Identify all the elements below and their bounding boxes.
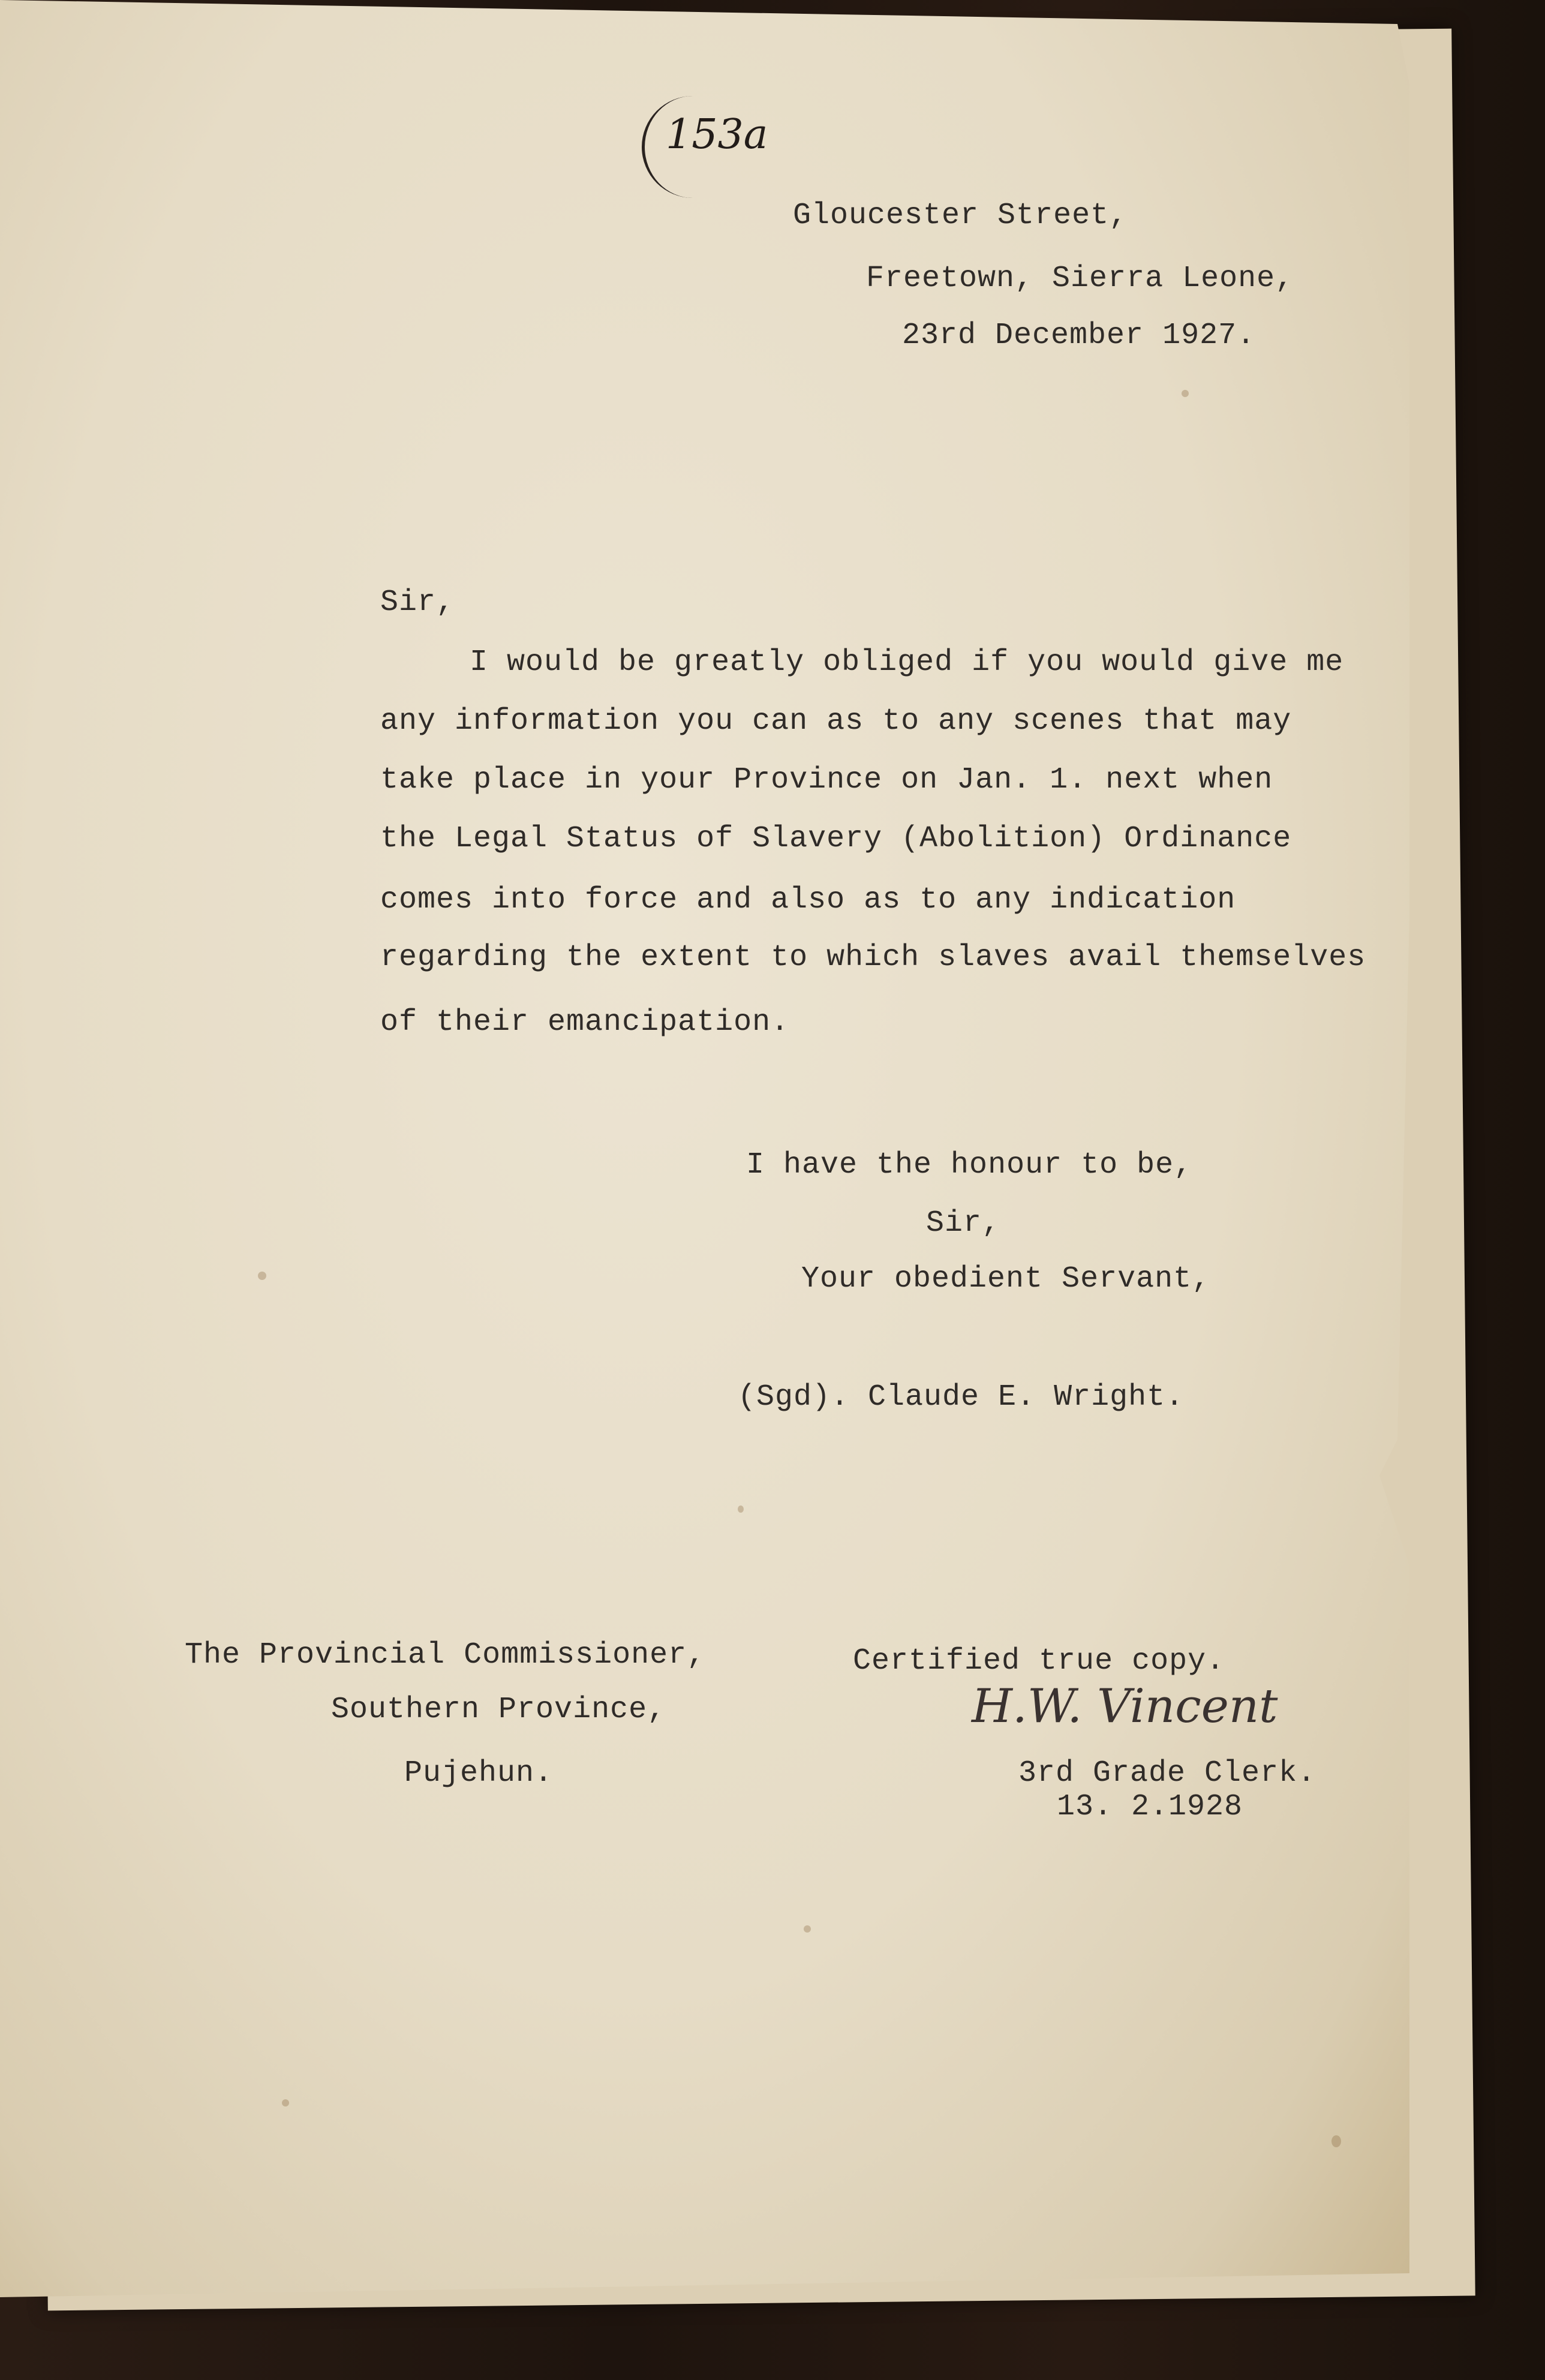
paper-stain [738, 1505, 744, 1513]
closing-servant: Your obedient Servant, [801, 1262, 1211, 1296]
certification-date: 13. 2.1928 [1057, 1790, 1243, 1824]
body-line: the Legal Status of Slavery (Abolition) Ordinance [380, 822, 1292, 856]
paper-stain [804, 1925, 811, 1933]
address-street: Gloucester Street, [793, 199, 1128, 233]
salutation: Sir, [380, 585, 455, 620]
certification-text: Certified true copy. [853, 1644, 1225, 1678]
paper-stain [258, 1272, 266, 1280]
body-line: comes into force and also as to any indication [380, 883, 1236, 917]
recipient-province: Southern Province, [331, 1693, 666, 1727]
recipient-title: The Provincial Commissioner, [185, 1638, 706, 1672]
paper-stain [282, 2099, 289, 2106]
paper-stain [1331, 2135, 1341, 2147]
handwritten-signature: H.W. Vincent [972, 1679, 1278, 1733]
body-line: take place in your Province on Jan. 1. next when [380, 763, 1273, 797]
closing-sir: Sir, [926, 1206, 1001, 1240]
body-line: regarding the extent to which slaves avail themselves [380, 940, 1366, 975]
folio-number: 153a [666, 111, 768, 158]
paper-stain [1182, 390, 1189, 397]
closing-line: I have the honour to be, [746, 1148, 1193, 1182]
typed-signature: (Sgd). Claude E. Wright. [738, 1380, 1185, 1414]
body-line: I would be greatly obliged if you would give me [470, 645, 1344, 680]
recipient-town: Pujehun. [404, 1756, 554, 1790]
address-city: Freetown, Sierra Leone, [866, 262, 1294, 296]
body-line: of their emancipation. [380, 1005, 790, 1039]
letter-date: 23rd December 1927. [902, 318, 1256, 353]
clerk-title: 3rd Grade Clerk. [1018, 1756, 1316, 1790]
body-line: any information you can as to any scenes that may [380, 704, 1292, 738]
